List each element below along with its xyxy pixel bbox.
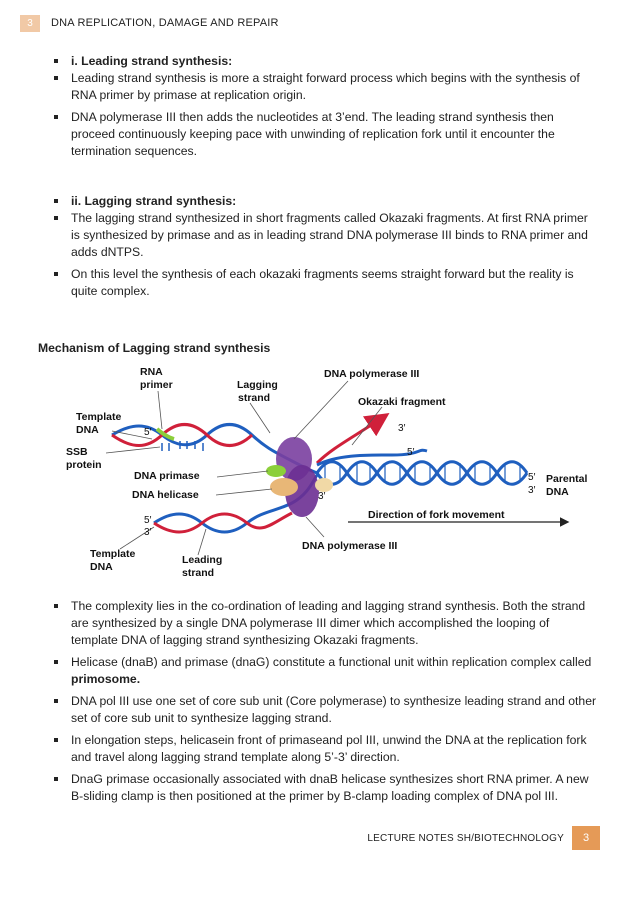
- prime-5-leading: 5′: [144, 515, 152, 526]
- prime-3-okazaki: 3′: [398, 423, 406, 434]
- page-footer: [367, 826, 600, 850]
- lagging-strand-section: [54, 193, 599, 300]
- label-dna-helicase: DNA helicase: [132, 489, 199, 501]
- prime-3-leading-template: 3′: [144, 527, 152, 538]
- label-ssb-protein: SSB: [66, 446, 88, 458]
- mechanism-title: Mechanism of Lagging strand synthesis: [38, 341, 271, 355]
- header-page-number: 3: [20, 15, 40, 32]
- page-header: [20, 14, 279, 32]
- list-item: In elongation steps, helicasein front of primaseand pol III, unwind the DNA at the replication fork and travel along lagging strand template along 5’-3’ direction.: [54, 732, 599, 766]
- prime-5-okazaki: 5′: [407, 447, 415, 458]
- label-template-dna-bottom: DNA: [90, 561, 113, 573]
- label-ssb-protein: protein: [66, 459, 102, 471]
- beta-clamp: [315, 478, 333, 492]
- label-dna-polymerase-top: DNA polymerase III: [324, 368, 420, 380]
- label-okazaki-fragment: Okazaki fragment: [358, 396, 446, 408]
- list-item: i. Leading strand synthesis:: [54, 53, 599, 70]
- list-item: DnaG primase occasionally associated with dnaB helicase synthesizes short RNA primer. A new B-sliding clamp is then positioned at the primer by B-clamp loading complex of DNA pol III.: [54, 771, 599, 805]
- prime-5-lagging: 5′: [144, 427, 152, 438]
- label-template-dna-bottom: Template: [90, 548, 136, 560]
- coordination-section: [54, 598, 599, 805]
- label-dna-primase: DNA primase: [134, 470, 200, 482]
- label-lagging-strand: Lagging: [237, 379, 278, 391]
- lagging-strand-diagram: [62, 363, 588, 581]
- leading-strand-section: [54, 53, 599, 160]
- label-lagging-strand: strand: [238, 392, 271, 404]
- label-parental-dna: Parental: [546, 473, 588, 485]
- list-item: Leading strand synthesis is more a straight forward process which begins with the synthesis of RNA primer by primase at replication origin.: [54, 70, 599, 104]
- list-item: ii. Lagging strand synthesis:: [54, 193, 599, 210]
- label-template-dna-top: DNA: [76, 424, 99, 436]
- list-item: DNA pol III use one set of core sub unit (Core polymerase) to synthesize leading strand and other set of core sub unit to synthesize lagging strand.: [54, 693, 599, 727]
- label-rna-primer: RNA: [140, 366, 163, 378]
- footer-page-number: 3: [572, 826, 600, 850]
- prime-3-parental: 3′: [528, 485, 536, 496]
- label-parental-dna: DNA: [546, 486, 569, 498]
- dna-helicase: [270, 478, 298, 496]
- header-title: DNA REPLICATION, DAMAGE AND REPAIR: [51, 17, 279, 29]
- label-leading-strand: Leading: [182, 554, 223, 566]
- dna-primase: [266, 465, 286, 477]
- label-template-dna-top: Template: [76, 411, 122, 423]
- label-leading-strand: strand: [182, 567, 215, 579]
- label-rna-primer: primer: [140, 379, 173, 391]
- parental-strand-blue-2: [317, 462, 527, 485]
- label-direction: Direction of fork movement: [368, 509, 505, 521]
- footer-text: LECTURE NOTES SH/BIOTECHNOLOGY: [367, 832, 564, 844]
- list-item: On this level the synthesis of each okazaki fragments seems straight forward but the reality is quite complex.: [54, 266, 599, 300]
- leading-new-strand: [154, 513, 292, 532]
- list-item: The lagging strand synthesized in short fragments called Okazaki fragments. At first RNA primer is synthesized by primase and as in leading strand DNA polymerase III binds to RNA primer and adds dNTPS.: [54, 210, 599, 261]
- list-item: The complexity lies in the co-ordination of leading and lagging strand synthesis. Both the strand are synthesized by a single DNA polymerase III dimer which accomplished the looping of template DNA of lagging strand synthesizing Okazaki fragments.: [54, 598, 599, 649]
- label-dna-polymerase-bottom: DNA polymerase III: [302, 540, 398, 552]
- prime-3-leading: 3′: [318, 491, 326, 502]
- list-item: Helicase (dnaB) and primase (dnaG) constitute a functional unit within replication complex called primosome.: [54, 654, 599, 688]
- prime-5-parental: 5′: [528, 472, 536, 483]
- list-item: DNA polymerase III then adds the nucleotides at 3’end. The leading strand synthesis then proceed continuously keeping pace with unwinding of replication fork until it encounter the termination sequences.: [54, 109, 599, 160]
